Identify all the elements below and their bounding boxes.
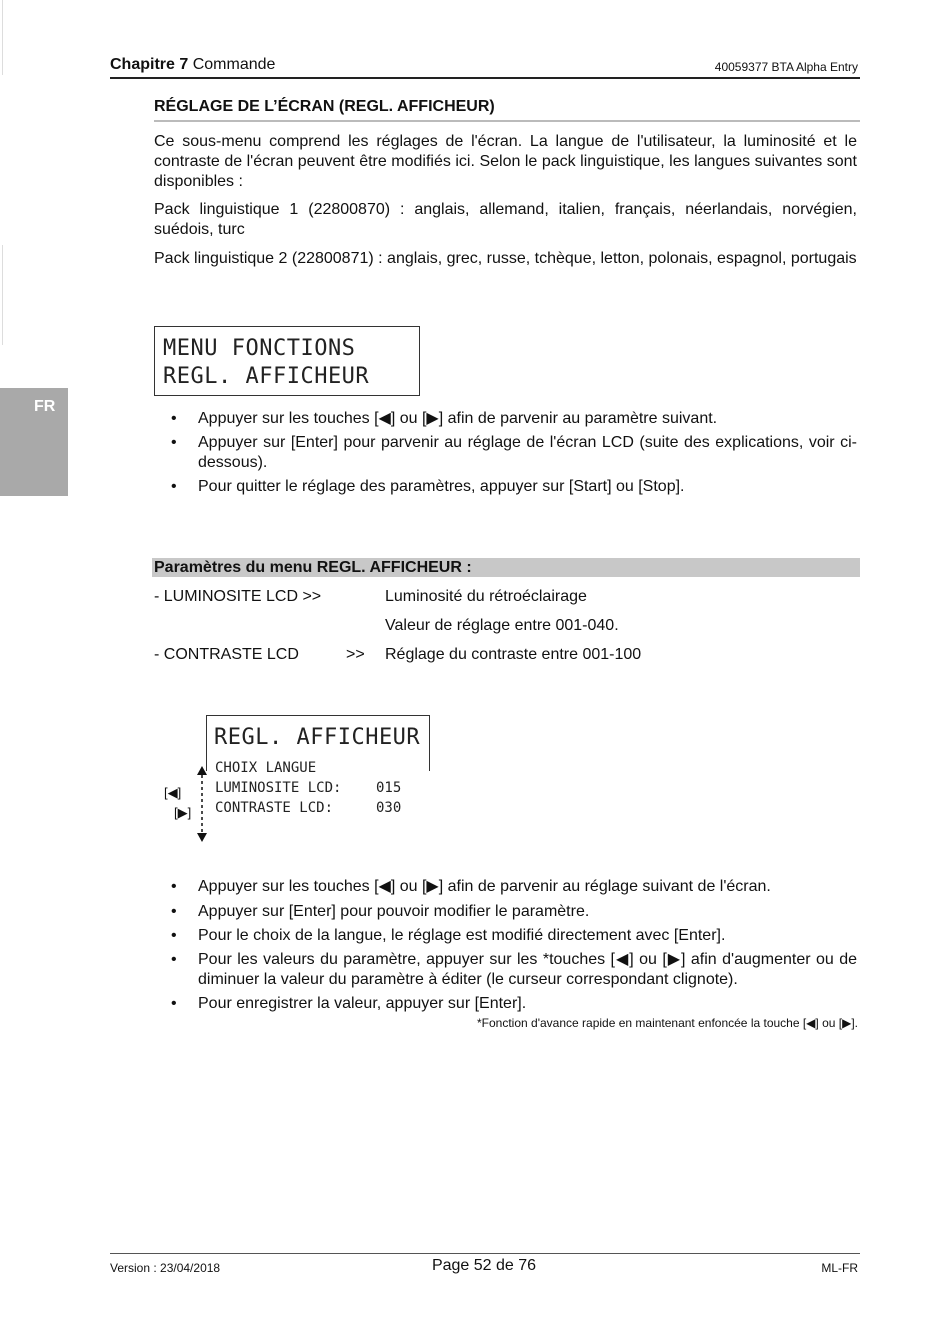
bullet-dot: • (171, 951, 177, 968)
edge-mark-middle (2, 245, 3, 345)
param-name-contrast: - CONTRASTE LCD (154, 646, 299, 663)
edge-mark-top (2, 0, 3, 75)
param-name-luminosity: - LUMINOSITE LCD >> (154, 588, 322, 605)
param-arrow-contrast: >> (346, 646, 365, 663)
footer-version: Version : 23/04/2018 (110, 1261, 221, 1275)
chapter-label: Chapitre 7 (110, 56, 189, 73)
bullet-dot: • (171, 478, 177, 495)
lcd-item-language: CHOIX LANGUE (215, 760, 317, 776)
page-header-chapter (110, 56, 275, 74)
param-desc-contrast: Réglage du contraste entre 001-100 (385, 646, 642, 663)
list-item-text: Pour les valeurs du paramètre, appuyer sur les *touches [◀] ou [▶] afin d'augmenter ou de diminuer la valeur du paramètre à éditer (le curseur correspondant clignote). (198, 951, 857, 988)
doc-reference: 40059377 BTA Alpha Entry (714, 60, 858, 74)
section-title: RÉGLAGE DE L’ÉCRAN (REGL. AFFICHEUR) (154, 98, 495, 115)
param-range-luminosity: Valeur de réglage entre 001-040. (385, 617, 619, 634)
list-item-text: Appuyer sur les touches [◀] ou [▶] afin de parvenir au paramètre suivant. (198, 410, 718, 427)
params-heading-bar (152, 558, 860, 577)
param-desc-luminosity: Luminosité du rétroéclairage (385, 588, 587, 605)
scroll-arrow-icon (194, 766, 210, 842)
lcd-display-menu (154, 326, 420, 396)
key-left-label: [◀] (164, 785, 182, 800)
lcd-item-luminosity-value: 015 (376, 780, 402, 796)
language-tab-label: FR (34, 398, 56, 415)
list-item-text: Appuyer sur [Enter] pour parvenir au réglage de l'écran LCD (suite des explications, voir ci-dessous). (198, 434, 857, 471)
footnote: *Fonction d'avance rapide en maintenant enfoncée la touche [◀] ou [▶]. (477, 1016, 858, 1030)
footer-language-code: ML-FR (821, 1261, 858, 1275)
header-divider (110, 77, 860, 79)
bullet-dot: • (171, 434, 177, 451)
list-item-text: Appuyer sur [Enter] pour pouvoir modifier le paramètre. (198, 903, 590, 920)
lcd-line-2: REGL. AFFICHEUR (163, 364, 370, 389)
bullet-dot: • (171, 410, 177, 427)
list-item-text: Pour le choix de la langue, le réglage est modifié directement avec [Enter]. (198, 927, 726, 944)
section-title-rule (154, 120, 860, 122)
bullet-dot: • (171, 878, 177, 895)
key-right-label: [▶] (174, 805, 192, 820)
bullet-dot: • (171, 995, 177, 1012)
language-pack-1: Pack linguistique 1 (22800870) : anglais, allemand, italien, français, néerlandais, norvégien, suédois, turc (154, 201, 857, 238)
lcd-settings-title: REGL. AFFICHEUR (214, 725, 421, 750)
bullet-dot: • (171, 903, 177, 920)
intro-paragraph: Ce sous-menu comprend les réglages de l'écran. La langue de l'utilisateur, la luminosité et le contraste de l'écran peuvent être modifiés ici. Selon le pack linguistique, les langues suivantes sont disponibles : (154, 133, 857, 190)
list-item-text: Pour enregistrer la valeur, appuyer sur [Enter]. (198, 995, 527, 1012)
footer-divider (110, 1253, 860, 1254)
list-item-text: Appuyer sur les touches [◀] ou [▶] afin de parvenir au réglage suivant de l'écran. (198, 878, 771, 895)
page-number: Page 52 de 76 (431, 1257, 537, 1274)
chapter-title: Commande (192, 56, 276, 73)
language-tab (0, 388, 68, 496)
bullet-dot: • (171, 927, 177, 944)
list-item-text: Pour quitter le réglage des paramètres, appuyer sur [Start] ou [Stop]. (198, 478, 685, 495)
lcd-line-1: MENU FONCTIONS (163, 336, 356, 361)
lcd-item-luminosity-label: LUMINOSITE LCD: (215, 780, 342, 796)
language-pack-2: Pack linguistique 2 (22800871) : anglais, grec, russe, tchèque, letton, polonais, espagnol, portugais (154, 250, 857, 267)
lcd-item-contrast-value: 030 (376, 800, 402, 816)
params-heading: Paramètres du menu REGL. AFFICHEUR : (154, 559, 472, 576)
lcd-item-contrast-label: CONTRASTE LCD: (215, 800, 334, 816)
